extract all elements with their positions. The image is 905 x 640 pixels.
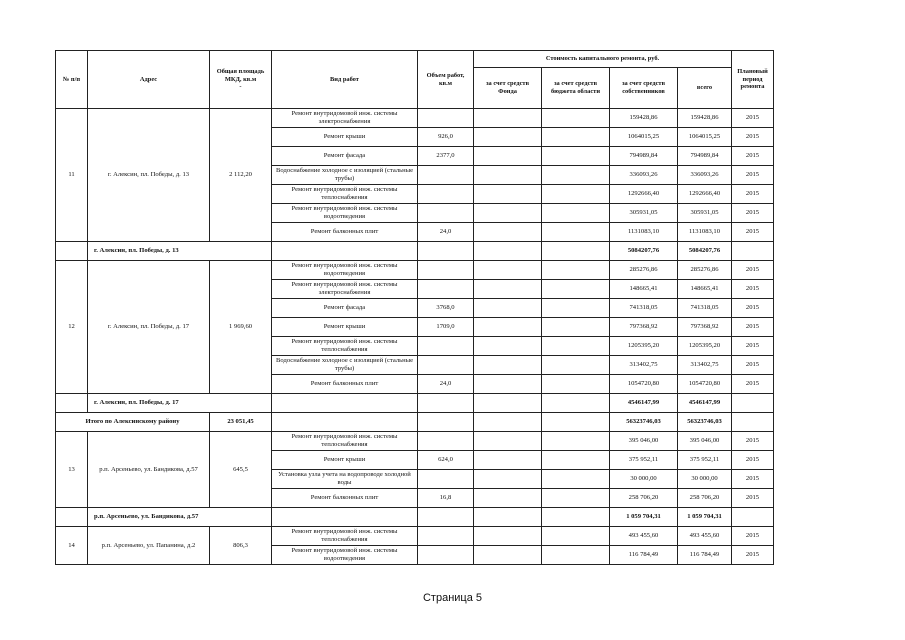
subtotal-region-empty [542,242,610,261]
work-type-cell: Ремонт фасада [272,147,418,166]
district-total-owners: 56323746,03 [610,413,678,432]
subtotal-label: г. Алексин, пл. Победы, д. 13 [88,242,272,261]
total-cell: 1064015,25 [678,128,732,147]
subtotal-work-empty [272,394,418,413]
header-period: Плановый период ремонта [732,51,774,109]
table-body [56,109,774,565]
header-area [210,51,272,109]
header-owners: за счет средств собственников [610,68,678,109]
volume-cell: 3768,0 [418,299,474,318]
volume-cell [418,185,474,204]
fund-cell [474,223,542,242]
volume-cell [418,546,474,565]
subtotal-label: г. Алексин, пл. Победы, д. 17 [88,394,272,413]
total-cell: 794989,84 [678,147,732,166]
volume-cell [418,204,474,223]
fund-cell [474,527,542,546]
subtotal-owners: 1 059 704,31 [610,508,678,527]
area-cell: 806,3 [210,527,272,565]
work-type-cell: Ремонт внутридомовой инж. системы водоотведения [272,204,418,223]
owners-cell: 1205395,20 [610,337,678,356]
period-cell: 2015 [732,109,774,128]
header-address: Адрес [88,51,210,109]
subtotal-region-empty [542,394,610,413]
period-cell: 2015 [732,451,774,470]
fund-cell [474,546,542,565]
header-volume: Объем работ, кв.м [418,51,474,109]
owners-cell: 30 000,00 [610,470,678,489]
region-cell [542,109,610,128]
address-cell: г. Алексин, пл. Победы, д. 17 [88,261,210,394]
volume-cell [418,337,474,356]
subtotal-empty [56,242,88,261]
row-number: 13 [56,432,88,508]
district-total-area: 23 051,45 [210,413,272,432]
subtotal-total: 5084207,76 [678,242,732,261]
region-cell [542,375,610,394]
row-number: 11 [56,109,88,242]
volume-cell [418,280,474,299]
fund-cell [474,280,542,299]
fund-cell [474,432,542,451]
district-total-work-empty [272,413,418,432]
district-total-fund-empty [474,413,542,432]
subtotal-fund-empty [474,242,542,261]
region-cell [542,451,610,470]
period-cell: 2015 [732,223,774,242]
district-total-region-empty [542,413,610,432]
total-cell: 797368,92 [678,318,732,337]
region-cell [542,299,610,318]
volume-cell [418,432,474,451]
fund-cell [474,470,542,489]
district-total-label: Итого по Алексинскому району [56,413,210,432]
fund-cell [474,261,542,280]
region-cell [542,470,610,489]
period-cell: 2015 [732,375,774,394]
total-cell: 258 706,20 [678,489,732,508]
period-cell: 2015 [732,166,774,185]
period-cell: 2015 [732,432,774,451]
owners-cell: 116 784,49 [610,546,678,565]
subtotal-empty [56,508,88,527]
region-cell [542,527,610,546]
owners-cell: 741318,05 [610,299,678,318]
subtotal-period-empty [732,508,774,527]
period-cell: 2015 [732,470,774,489]
region-cell [542,432,610,451]
period-cell: 2015 [732,261,774,280]
fund-cell [474,147,542,166]
subtotal-period-empty [732,242,774,261]
region-cell [542,546,610,565]
volume-cell: 24,0 [418,375,474,394]
owners-cell: 285276,86 [610,261,678,280]
header-region: за счет средств бюджета области [542,68,610,109]
total-cell: 493 455,60 [678,527,732,546]
work-type-cell: Ремонт крыши [272,451,418,470]
owners-cell: 148665,41 [610,280,678,299]
row-number: 14 [56,527,88,565]
subtotal-total: 1 059 704,31 [678,508,732,527]
area-cell: 645,5 [210,432,272,508]
period-cell: 2015 [732,318,774,337]
period-cell: 2015 [732,299,774,318]
region-cell [542,204,610,223]
subtotal-total: 4546147,99 [678,394,732,413]
total-cell: 1292666,40 [678,185,732,204]
header-area-dash: - [239,83,242,91]
period-cell: 2015 [732,527,774,546]
period-cell: 2015 [732,356,774,375]
fund-cell [474,109,542,128]
subtotal-empty [56,394,88,413]
total-cell: 159428,86 [678,109,732,128]
period-cell: 2015 [732,546,774,565]
owners-cell: 794989,84 [610,147,678,166]
work-type-cell: Ремонт внутридомовой инж. системы теплоснабжения [272,432,418,451]
table-row [56,527,774,546]
work-type-cell: Ремонт внутридомовой инж. системы теплоснабжения [272,337,418,356]
period-cell: 2015 [732,128,774,147]
owners-cell: 1064015,25 [610,128,678,147]
owners-cell: 159428,86 [610,109,678,128]
page-number: Страница 5 [422,592,483,604]
table-header [56,51,774,109]
total-cell: 1054720,80 [678,375,732,394]
fund-cell [474,299,542,318]
subtotal-volume-empty [418,242,474,261]
region-cell [542,223,610,242]
fund-cell [474,337,542,356]
volume-cell [418,166,474,185]
district-total-total: 56323746,03 [678,413,732,432]
fund-cell [474,489,542,508]
volume-cell: 2377,0 [418,147,474,166]
owners-cell: 313402,75 [610,356,678,375]
cost-table-sheet [55,50,774,565]
period-cell: 2015 [732,280,774,299]
subtotal-period-empty [732,394,774,413]
subtotal-row [56,394,774,413]
total-cell: 148665,41 [678,280,732,299]
owners-cell: 1054720,80 [610,375,678,394]
period-cell: 2015 [732,185,774,204]
work-type-cell: Ремонт фасада [272,299,418,318]
fund-cell [474,375,542,394]
work-type-cell: Ремонт внутридомовой инж. системы теплоснабжения [272,527,418,546]
district-total-volume-empty [418,413,474,432]
total-cell: 375 952,11 [678,451,732,470]
table-row [56,109,774,128]
region-cell [542,337,610,356]
header-fund: за счет средств Фонда [474,68,542,109]
subtotal-fund-empty [474,394,542,413]
subtotal-owners: 5084207,76 [610,242,678,261]
address-cell: р.п. Арсеньево, ул. Бандикова, д.57 [88,432,210,508]
address-cell: р.п. Арсеньево, ул. Папанина, д.2 [88,527,210,565]
work-type-cell: Ремонт крыши [272,318,418,337]
table-row [56,432,774,451]
address-cell: г. Алексин, пл. Победы, д. 13 [88,109,210,242]
subtotal-work-empty [272,242,418,261]
subtotal-fund-empty [474,508,542,527]
area-cell: 2 112,20 [210,109,272,242]
subtotal-region-empty [542,508,610,527]
total-cell: 1205395,20 [678,337,732,356]
header-total: всего [678,68,732,109]
work-type-cell: Ремонт внутридомовой инж. системы теплоснабжения [272,185,418,204]
owners-cell: 336093,26 [610,166,678,185]
volume-cell: 1709,0 [418,318,474,337]
region-cell [542,147,610,166]
owners-cell: 395 046,00 [610,432,678,451]
work-type-cell: Ремонт балконных плит [272,223,418,242]
work-type-cell: Ремонт внутридомовой инж. системы электроснабжения [272,109,418,128]
total-cell: 1131083,10 [678,223,732,242]
fund-cell [474,185,542,204]
district-total-period-empty [732,413,774,432]
header-area-label: Общая площадь МКД, кв.м [216,68,265,83]
owners-cell: 375 952,11 [610,451,678,470]
work-type-cell: Ремонт внутридомовой инж. системы электроснабжения [272,280,418,299]
total-cell: 30 000,00 [678,470,732,489]
volume-cell [418,261,474,280]
area-cell: 1 969,60 [210,261,272,394]
capital-repair-table [55,50,774,565]
owners-cell: 258 706,20 [610,489,678,508]
row-number: 12 [56,261,88,394]
owners-cell: 305931,05 [610,204,678,223]
total-cell: 313402,75 [678,356,732,375]
fund-cell [474,451,542,470]
subtotal-row [56,508,774,527]
period-cell: 2015 [732,204,774,223]
work-type-cell: Ремонт внутридомовой инж. системы водоотведения [272,546,418,565]
subtotal-row [56,242,774,261]
owners-cell: 1292666,40 [610,185,678,204]
subtotal-work-empty [272,508,418,527]
period-cell: 2015 [732,489,774,508]
region-cell [542,128,610,147]
table-row [56,261,774,280]
header-cost-group: Стоимость капитального ремонта, руб. [474,51,732,68]
fund-cell [474,318,542,337]
fund-cell [474,204,542,223]
region-cell [542,489,610,508]
volume-cell: 624,0 [418,451,474,470]
region-cell [542,318,610,337]
total-cell: 741318,05 [678,299,732,318]
fund-cell [474,356,542,375]
volume-cell: 24,0 [418,223,474,242]
subtotal-owners: 4546147,99 [610,394,678,413]
work-type-cell: Ремонт балконных плит [272,375,418,394]
region-cell [542,185,610,204]
header-num: № п/п [56,51,88,109]
volume-cell [418,109,474,128]
volume-cell [418,527,474,546]
region-cell [542,166,610,185]
owners-cell: 493 455,60 [610,527,678,546]
district-total-row [56,413,774,432]
subtotal-volume-empty [418,394,474,413]
total-cell: 395 046,00 [678,432,732,451]
fund-cell [474,128,542,147]
subtotal-volume-empty [418,508,474,527]
volume-cell [418,470,474,489]
total-cell: 116 784,49 [678,546,732,565]
volume-cell: 926,0 [418,128,474,147]
region-cell [542,261,610,280]
period-cell: 2015 [732,337,774,356]
total-cell: 285276,86 [678,261,732,280]
total-cell: 305931,05 [678,204,732,223]
work-type-cell: Установка узла учета на водопроводе холодной воды [272,470,418,489]
header-work-type: Вид работ [272,51,418,109]
work-type-cell: Водоснабжение холодное с изоляцией (стальные трубы) [272,356,418,375]
volume-cell: 16,8 [418,489,474,508]
work-type-cell: Ремонт внутридомовой инж. системы водоотведения [272,261,418,280]
subtotal-label: р.п. Арсеньево, ул. Бандикова, д.57 [88,508,272,527]
region-cell [542,280,610,299]
volume-cell [418,356,474,375]
work-type-cell: Ремонт крыши [272,128,418,147]
fund-cell [474,166,542,185]
total-cell: 336093,26 [678,166,732,185]
period-cell: 2015 [732,147,774,166]
work-type-cell: Ремонт балконных плит [272,489,418,508]
work-type-cell: Водоснабжение холодное с изоляцией (стальные трубы) [272,166,418,185]
owners-cell: 1131083,10 [610,223,678,242]
owners-cell: 797368,92 [610,318,678,337]
region-cell [542,356,610,375]
